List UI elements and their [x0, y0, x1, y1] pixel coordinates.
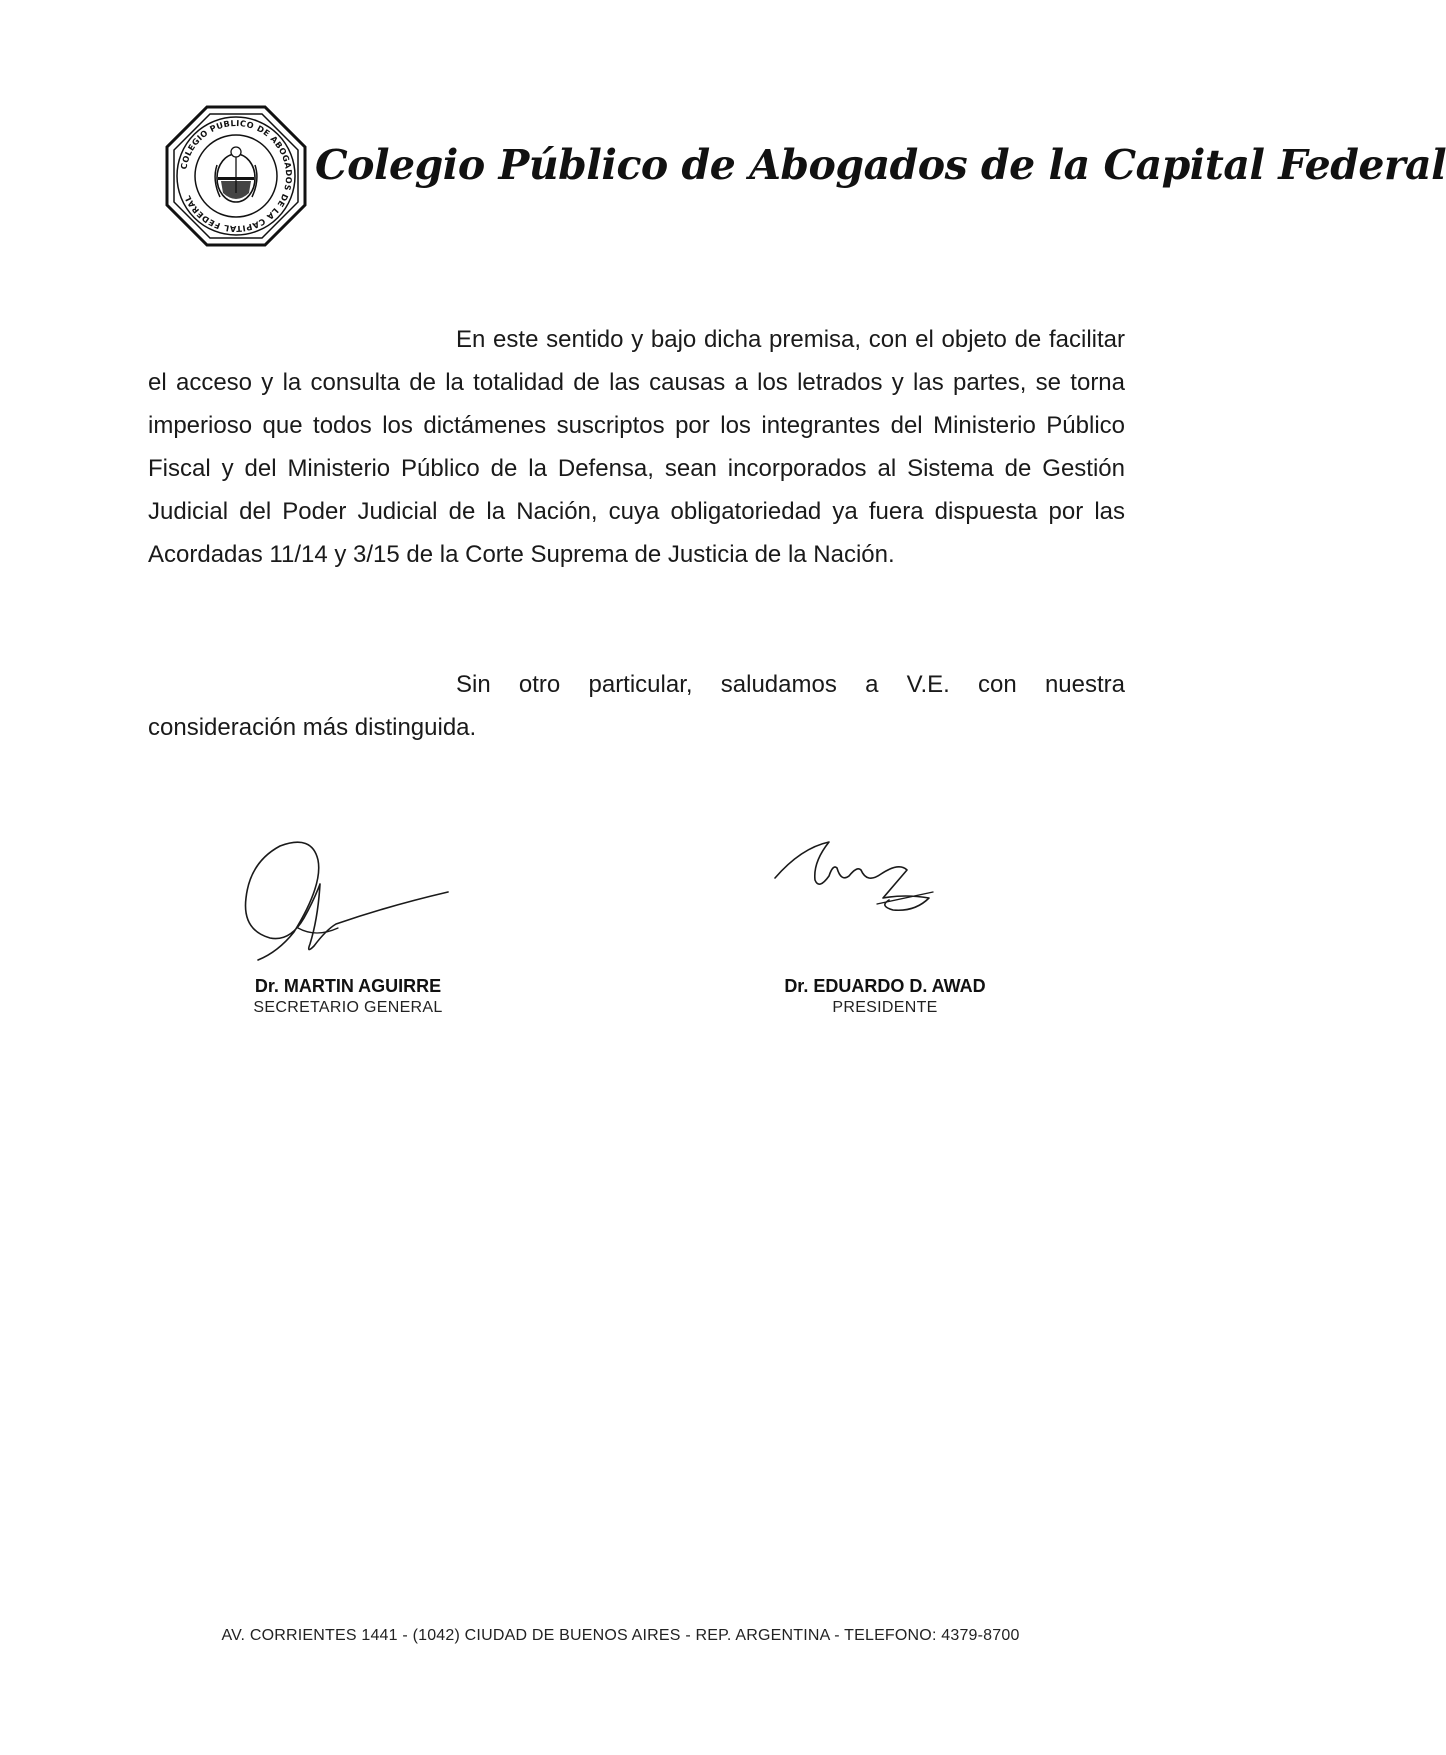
signatory-role-aguirre: SECRETARIO GENERAL — [253, 999, 443, 1016]
signatory-role-awad: PRESIDENTE — [832, 999, 938, 1016]
signatory-name-aguirre: Dr. MARTIN AGUIRRE — [254, 976, 442, 996]
signature-block-secretary — [228, 820, 468, 1017]
paragraph-2-text: Sin otro particular, saludamos a V.E. con nuestra consideración más distinguida. — [148, 671, 1125, 741]
footer-address: AV. CORRIENTES 1441 - (1042) CIUDAD DE BUENOS AIRES - REP. ARGENTINA - TELEFONO: 4379-8700 — [221, 1627, 1020, 1644]
letterhead — [165, 105, 1446, 255]
signature-block-president — [765, 820, 1005, 1017]
paragraph-1-text: En este sentido y bajo dicha premisa, con el objeto de facilitar el acceso y la consulta de la totalidad de las causas a los letrados y las partes, se torna imperioso que todos los dictámenes suscriptos por los integrantes del Ministerio Público Fiscal y del Ministerio Público de la Defensa, sean incorporados al Sistema de Gestión Judicial del Poder Judicial de la Nación, cuya obligatoriedad ya fuera dispuesta por las Acordadas 11/14 y 3/15 de la Corte Suprema de Justicia de la Nación. — [148, 326, 1125, 568]
institution-title: Colegio Público de Abogados de la Capital Federal — [315, 141, 1446, 189]
body-paragraph-2 — [148, 663, 1125, 749]
seal-logo-icon — [165, 105, 307, 247]
seal-text: COLEGIO PUBLICO DE ABOGADOS DE LA CAPITAL FEDERAL — [178, 117, 295, 235]
signature-aguirre-icon — [228, 820, 468, 970]
signatory-name-awad: Dr. EDUARDO D. AWAD — [784, 976, 986, 996]
body-paragraph-1 — [148, 318, 1125, 576]
signature-awad-icon — [765, 820, 1005, 970]
